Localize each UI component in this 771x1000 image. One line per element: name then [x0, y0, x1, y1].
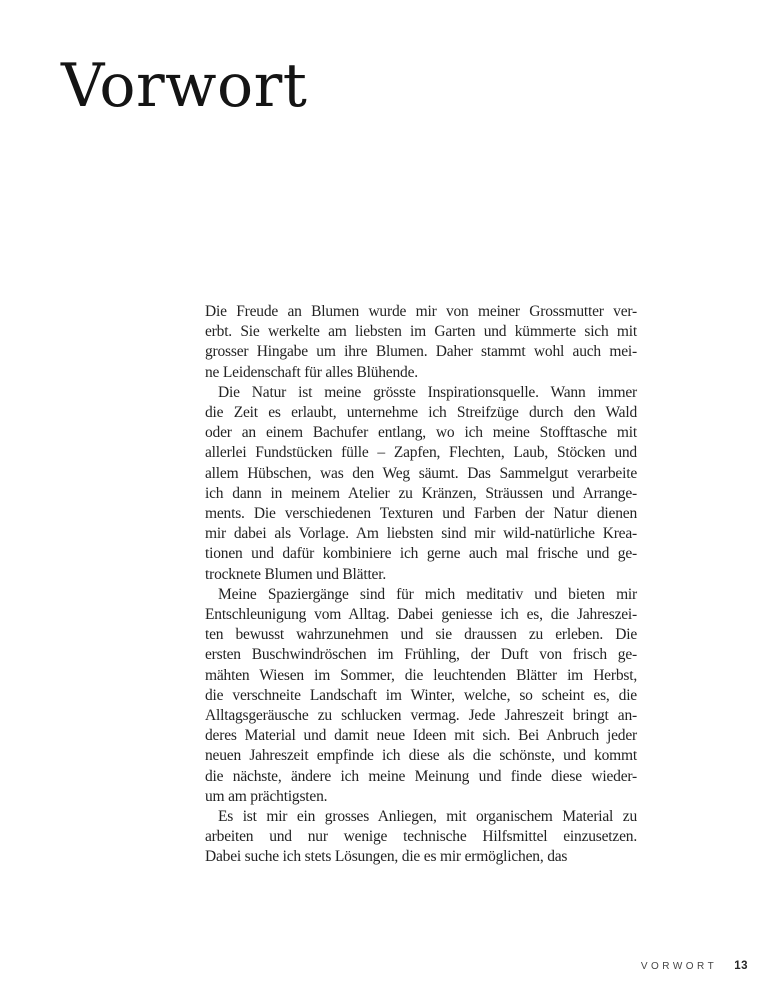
text-line: ments. Die verschiedenen Texturen und Farben der Natur dienen: [205, 505, 637, 523]
text-line: die Zeit es erlaubt, unternehme ich Streifzüge durch den Wald: [205, 404, 637, 422]
paragraph: [205, 807, 637, 868]
running-section-label: VORWORT: [640, 961, 718, 972]
text-line: Alltagsgeräusche zu schlucken vermag. Jede Jahreszeit bringt an-: [205, 707, 637, 725]
text-line: allerlei Fundstücken fülle – Zapfen, Flechten, Laub, Stöcken und: [205, 444, 637, 462]
text-line: Es ist mir ein grosses Anliegen, mit organischem Material zu: [218, 808, 637, 826]
text-line: oder an einem Bachufer entlang, wo ich meine Stofftasche mit: [205, 424, 637, 442]
text-line: mir dabei als Vorlage. Am liebsten sind mir wild-natürliche Krea-: [205, 525, 637, 543]
text-line: erbt. Sie werkelte am liebsten im Garten und kümmerte sich mit: [205, 323, 637, 341]
text-line: ersten Buschwindröschen im Frühling, der Duft von frisch ge-: [205, 646, 637, 664]
paragraph: [205, 383, 637, 585]
text-line: Die Natur ist meine grösste Inspirationsquelle. Wann immer: [218, 383, 637, 401]
text-line: ten bewusst wahrzunehmen und sie draussen zu erleben. Die: [205, 626, 637, 644]
text-line: die verschneite Landschaft im Winter, welche, so scheint es, die: [205, 686, 637, 704]
text-line: Die Freude an Blumen wurde mir von meiner Grossmutter ver-: [205, 303, 637, 320]
text-line: Dabei suche ich stets Lösungen, die es mir ermöglichen, das: [205, 848, 568, 866]
page-number: 13: [734, 960, 748, 972]
text-line: ich dann in meinem Atelier zu Kränzen, Sträussen und Arrange-: [205, 484, 637, 502]
text-line: Meine Spaziergänge sind für mich meditativ und bieten mir: [218, 585, 637, 603]
text-line: Entschleunigung vom Alltag. Dabei geniesse ich es, die Jahreszei-: [205, 606, 637, 624]
paragraph: [205, 302, 637, 383]
text-line: allem Hübschen, was den Weg säumt. Das Sammelgut verarbeite: [205, 464, 637, 482]
text-line: tionen und dafür kombiniere ich gerne auch mal frische und ge-: [205, 545, 637, 563]
text-line: die nächste, ändere ich meine Meinung und finde diese wieder-: [205, 767, 637, 785]
text-line: deres Material und damit neue Ideen mit sich. Bei Anbruch jeder: [205, 727, 637, 745]
text-line: mähten Wiesen im Sommer, die leuchtenden Blätter im Herbst,: [205, 666, 637, 684]
text-line: trocknete Blumen und Blätter.: [205, 565, 387, 583]
text-line: neuen Jahreszeit empfinde ich diese als die schönste, und kommt: [205, 747, 637, 765]
paragraph: [205, 585, 637, 807]
text-line: um am prächtigsten.: [205, 787, 328, 805]
text-line: arbeiten und nur wenige technische Hilfsmittel einzusetzen.: [205, 828, 637, 846]
text-line: grosser Hingabe um ihre Blumen. Daher stammt wohl auch mei-: [205, 343, 637, 361]
page-title: Vorwort: [61, 51, 308, 121]
page-footer: [641, 960, 748, 972]
text-line: ne Leidenschaft für alles Blühende.: [205, 363, 418, 381]
preface-text: [205, 302, 637, 868]
